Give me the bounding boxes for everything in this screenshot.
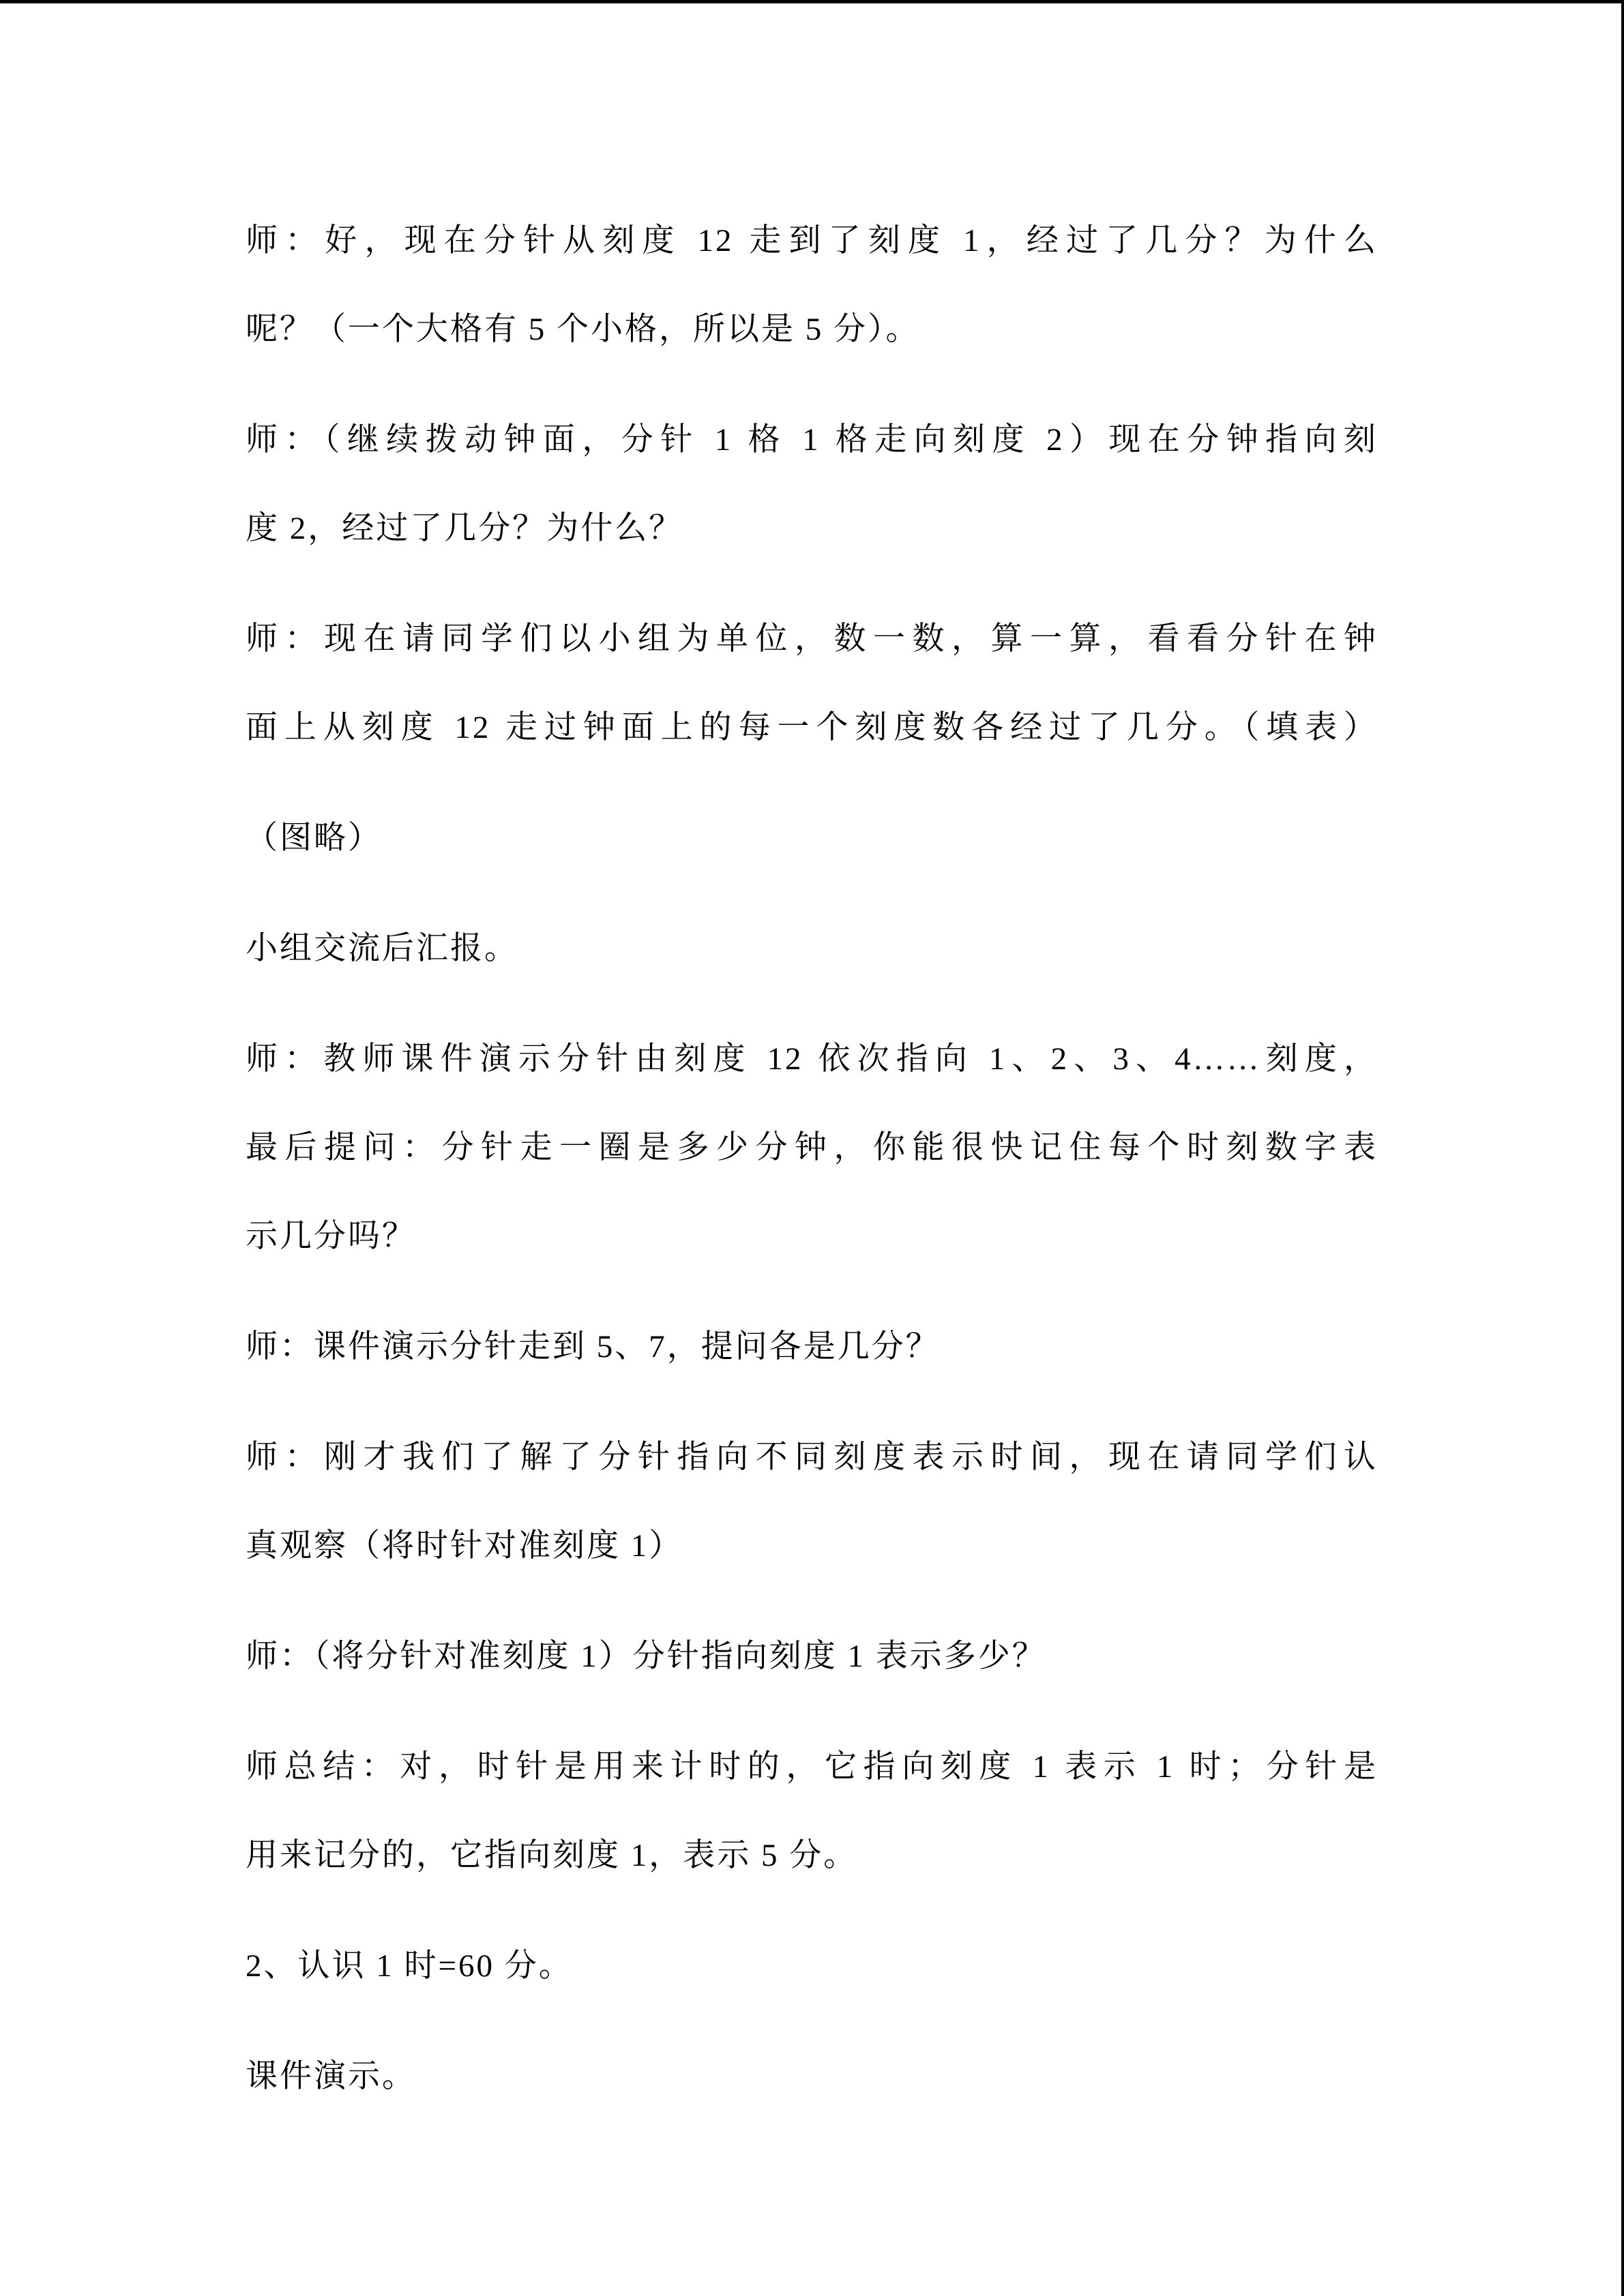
paragraph xyxy=(246,2032,1378,2121)
text-line: 师：（将分针对准刻度 1）分针指向刻度 1 表示多少？ xyxy=(246,1639,1046,1674)
paragraph xyxy=(246,595,1378,772)
text-line: 师：教师课件演示分针由刻度 12 依次指向 1、2、3、4……刻度， xyxy=(246,1041,1378,1077)
paragraph xyxy=(246,1723,1378,1900)
text-line: 课件演示。 xyxy=(246,2059,416,2094)
text-line: 度 2，经过了几分？为什么？ xyxy=(246,511,683,546)
text-line: 师总结：对，时针是用来计时的，它指向刻度 1 表示 1 时；分针是 xyxy=(246,1749,1378,1785)
text-line: （图略） xyxy=(246,820,382,856)
text-line: 真观察（将时针对准刻度 1） xyxy=(246,1528,683,1564)
text-line: 师：课件演示分针走到 5、7，提问各是几分？ xyxy=(246,1329,940,1365)
right-border-rule xyxy=(1621,0,1624,2296)
text-line: 用来记分的，它指向刻度 1，表示 5 分。 xyxy=(246,1838,858,1873)
text-line: 2、认识 1 时=60 分。 xyxy=(246,1948,573,1984)
text-line: 师：刚才我们了解了分针指向不同刻度表示时间，现在请同学们认 xyxy=(246,1440,1378,1475)
paragraph xyxy=(246,196,1378,374)
paragraph xyxy=(246,904,1378,993)
text-line: 面上从刻度 12 走过钟面上的每一个刻度数各经过了几分。（填表） xyxy=(246,710,1378,745)
paragraph xyxy=(246,1302,1378,1391)
text-line: 最后提问：分针走一圈是多少分钟，你能很快记住每个时刻数字表 xyxy=(246,1130,1378,1165)
paragraph xyxy=(246,1015,1378,1281)
text-line: 呢？（一个大格有 5 个小格，所以是 5 分）。 xyxy=(246,312,920,347)
paragraph xyxy=(246,1922,1378,2010)
paragraph xyxy=(246,1612,1378,1701)
paragraph xyxy=(246,1413,1378,1590)
paragraph xyxy=(246,396,1378,573)
text-line: 示几分吗？ xyxy=(246,1219,416,1254)
text-line: 小组交流后汇报。 xyxy=(246,931,518,966)
top-border-rule xyxy=(0,0,1624,3)
text-line: 师：（继续拨动钟面，分针 1 格 1 格走向刻度 2）现在分钟指向刻 xyxy=(246,422,1378,458)
text-line: 师：好，现在分针从刻度 12 走到了刻度 1，经过了几分？为什么 xyxy=(246,223,1378,258)
paragraph xyxy=(246,794,1378,882)
document-body xyxy=(246,196,1378,2143)
text-line: 师：现在请同学们以小组为单位，数一数，算一算，看看分针在钟 xyxy=(246,621,1378,657)
